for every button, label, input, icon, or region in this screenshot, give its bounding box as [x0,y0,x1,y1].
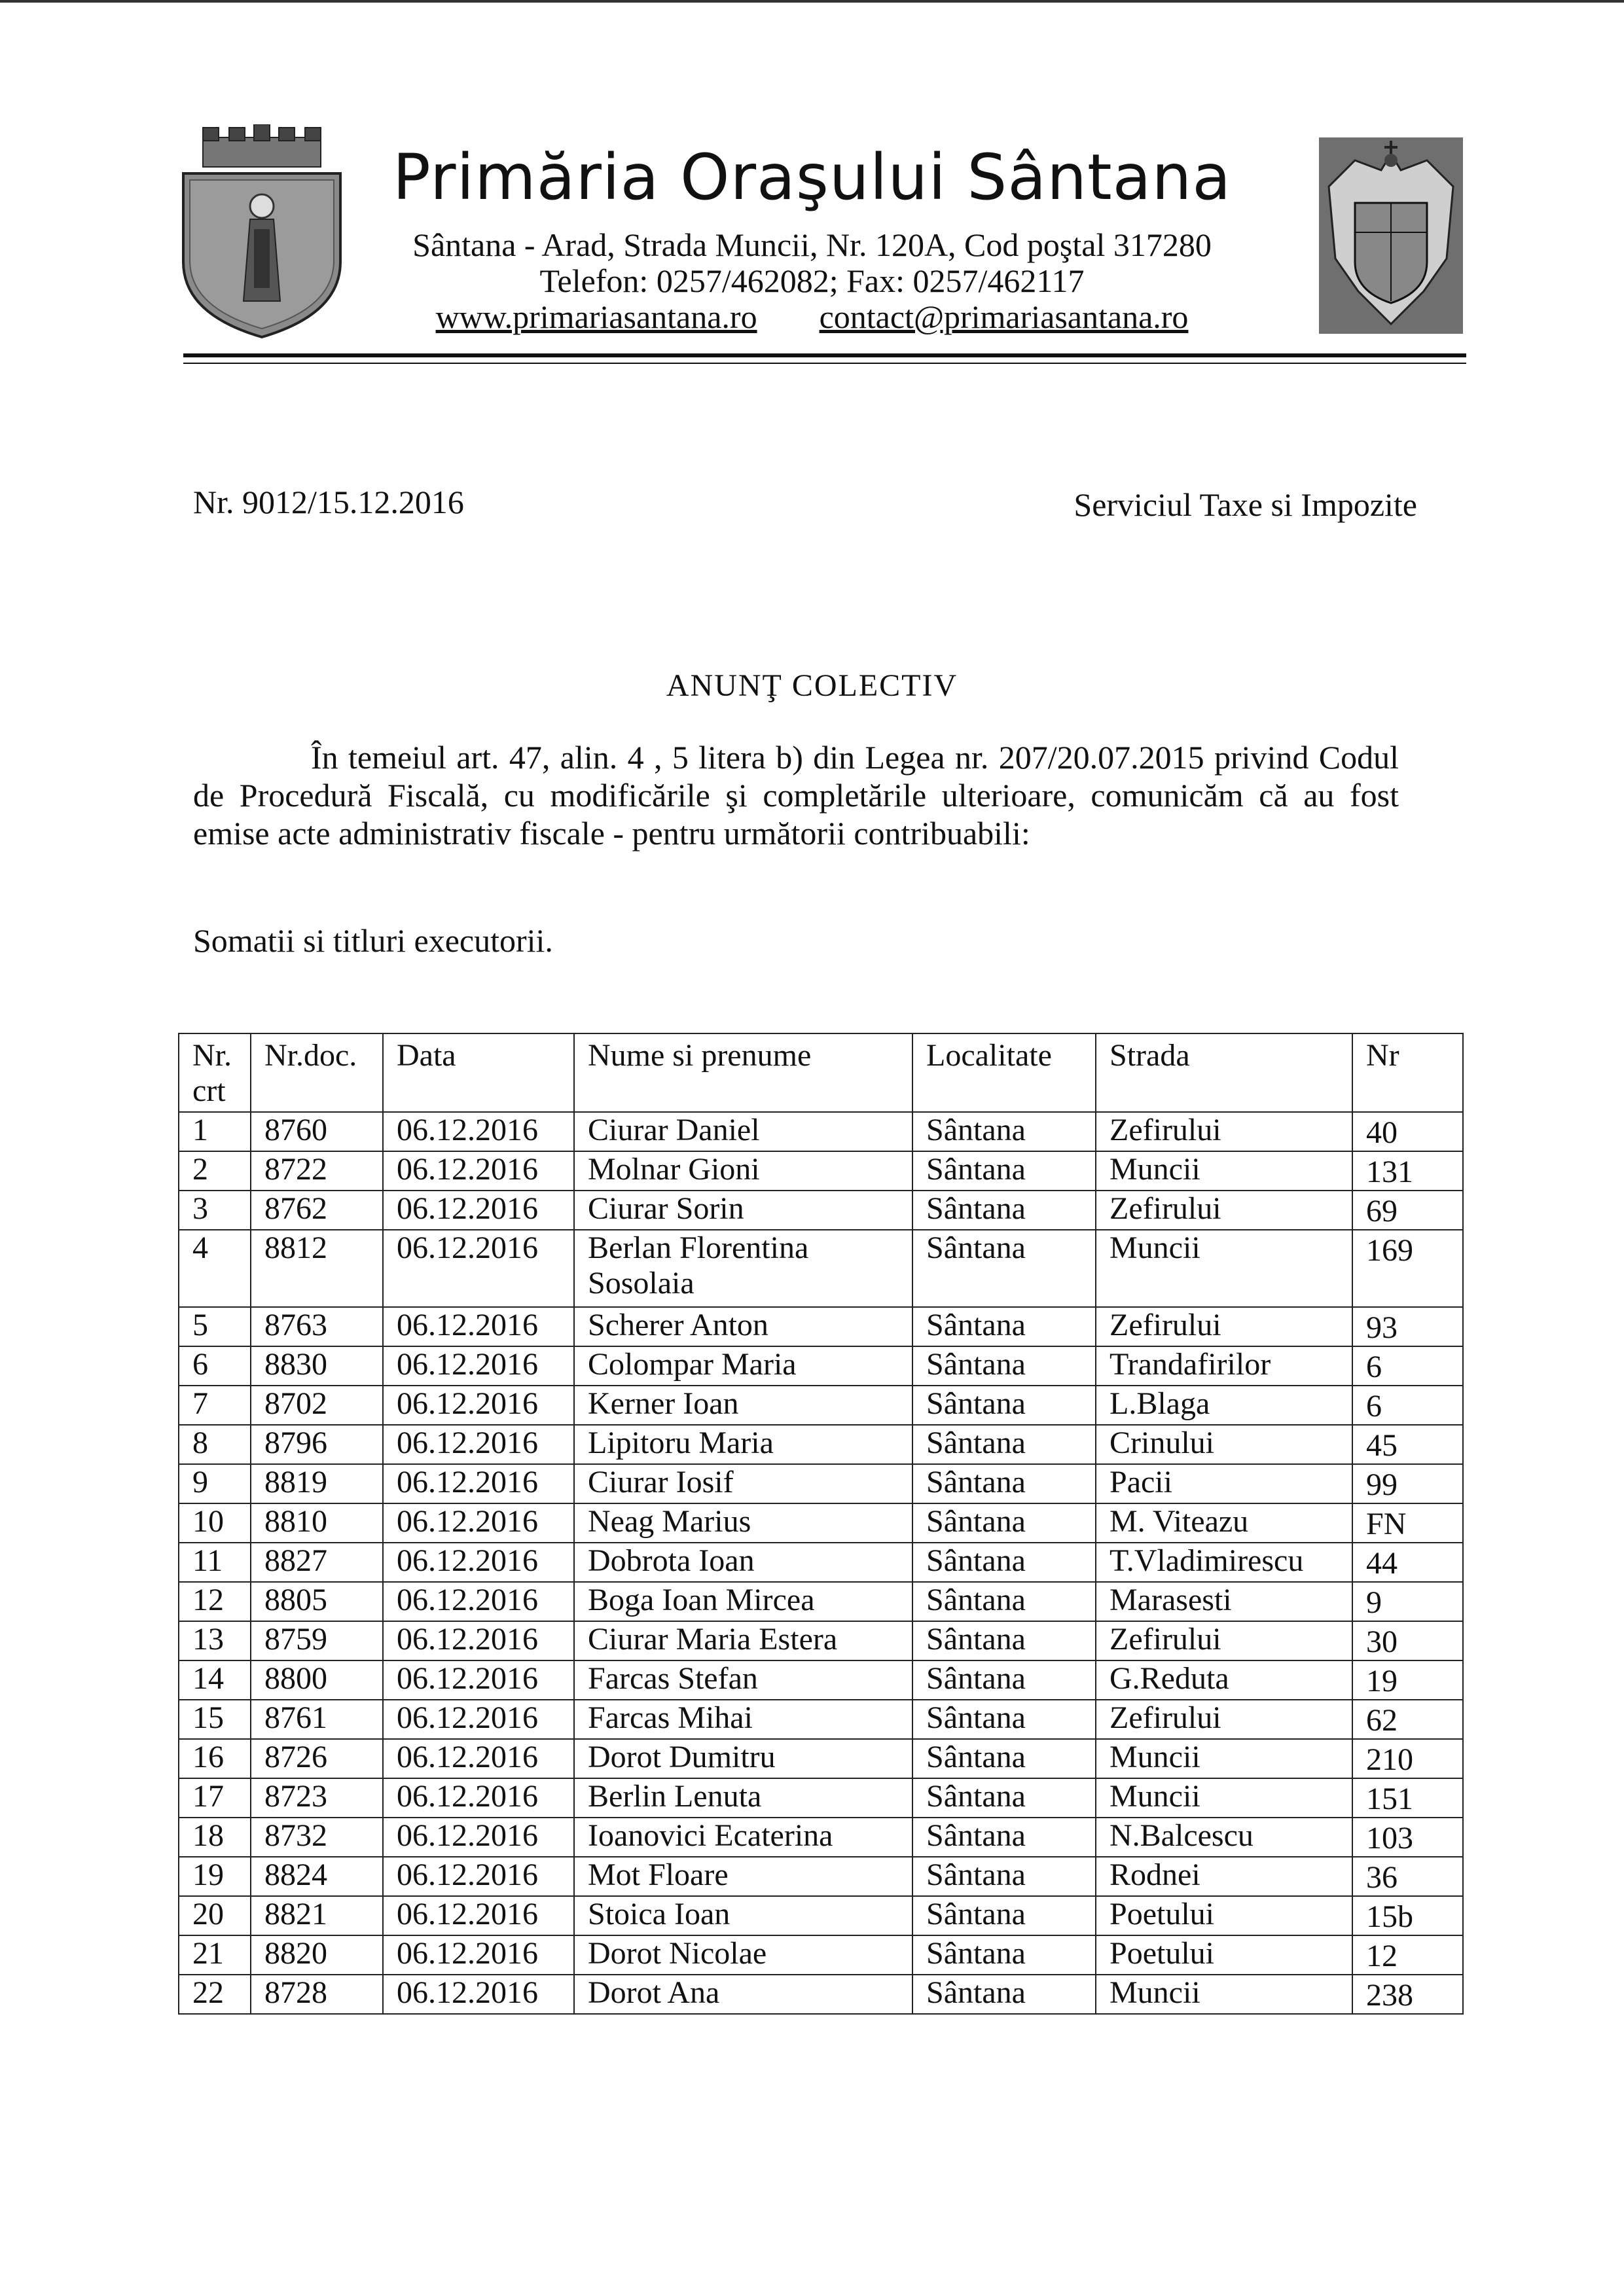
table-cell: 06.12.2016 [383,1582,574,1621]
table-cell: Mot Floare [574,1857,912,1896]
table-cell: Sântana [912,1543,1096,1582]
table-cell: 238 [1352,1975,1463,2014]
table-cell: 3 [179,1191,251,1230]
table-cell: 06.12.2016 [383,1112,574,1151]
table-row [179,1935,1463,1975]
table-cell: 5 [179,1307,251,1346]
announcement-text: În temeiul art. 47, alin. 4 , 5 litera b) din Legea nr. 207/20.07.2015 privind Codul de Procedură Fiscală, cu modificările şi completările ulterioare, comunicăm că au fost emise acte administrativ fiscale - pentru următorii contribuabili: [193,739,1399,852]
table-row [179,1818,1463,1857]
table-cell: Farcas Stefan [574,1660,912,1700]
table-cell: 8810 [251,1503,383,1543]
taxpayers-table-wrap [178,1033,1464,2015]
table-cell: Sântana [912,1346,1096,1386]
table-cell: 2 [179,1151,251,1191]
table-cell: Zefirului [1096,1191,1352,1230]
table-cell: Sântana [912,1464,1096,1503]
section-subheading: Somatii si titluri executorii. [193,922,553,959]
table-row [179,1346,1463,1386]
table-cell: 8728 [251,1975,383,2014]
table-cell: Muncii [1096,1151,1352,1191]
column-header: Nr.doc. [251,1033,383,1112]
header-web-contact [0,298,1624,336]
table-cell: Zefirului [1096,1621,1352,1660]
table-cell: 6 [1352,1346,1463,1386]
table-row [179,1857,1463,1896]
table-cell: Zefirului [1096,1112,1352,1151]
table-cell: 06.12.2016 [383,1386,574,1425]
table-cell: N.Balcescu [1096,1818,1352,1857]
table-cell: Molnar Gioni [574,1151,912,1191]
table-row [179,1700,1463,1739]
table-cell: Ciurar Iosif [574,1464,912,1503]
table-cell: 8824 [251,1857,383,1896]
table-cell: Sântana [912,1818,1096,1857]
column-header: Strada [1096,1033,1352,1112]
table-cell: Sântana [912,1700,1096,1739]
header-divider [183,353,1466,357]
table-cell: 103 [1352,1818,1463,1857]
table-cell: 10 [179,1503,251,1543]
table-row [179,1112,1463,1151]
column-header: Nume si prenume [574,1033,912,1112]
column-header: Localitate [912,1033,1096,1112]
table-cell: 8702 [251,1386,383,1425]
table-cell: 93 [1352,1307,1463,1346]
table-cell: 8762 [251,1191,383,1230]
table-row [179,1386,1463,1425]
table-row [179,1739,1463,1778]
table-cell: 17 [179,1778,251,1818]
table-cell: Neag Marius [574,1503,912,1543]
email-link[interactable]: contact@primariasantana.ro [819,298,1189,335]
table-cell: 30 [1352,1621,1463,1660]
table-cell: 45 [1352,1425,1463,1464]
taxpayers-table [178,1033,1464,2015]
table-row [179,1230,1463,1307]
table-cell: Dorot Dumitru [574,1739,912,1778]
table-cell: Colompar Maria [574,1346,912,1386]
table-cell: 44 [1352,1543,1463,1582]
table-cell: Sântana [912,1151,1096,1191]
table-cell: 15b [1352,1896,1463,1935]
table-cell: Zefirului [1096,1307,1352,1346]
table-cell: 20 [179,1896,251,1935]
table-row [179,1151,1463,1191]
table-cell: Sântana [912,1230,1096,1307]
table-cell: Sântana [912,1307,1096,1346]
table-cell: Sântana [912,1896,1096,1935]
table-cell: Scherer Anton [574,1307,912,1346]
table-cell: Dorot Nicolae [574,1935,912,1975]
table-cell: 06.12.2016 [383,1543,574,1582]
table-cell: 8722 [251,1151,383,1191]
table-cell: 06.12.2016 [383,1464,574,1503]
table-cell: Sântana [912,1621,1096,1660]
table-cell: Muncii [1096,1975,1352,2014]
website-link[interactable]: www.primariasantana.ro [435,298,757,335]
table-cell: Boga Ioan Mircea [574,1582,912,1621]
table-cell: 06.12.2016 [383,1151,574,1191]
table-cell: 8726 [251,1739,383,1778]
table-row [179,1503,1463,1543]
table-cell: 8796 [251,1425,383,1464]
table-cell: 8761 [251,1700,383,1739]
header-phone-fax: Telefon: 0257/462082; Fax: 0257/462117 [539,262,1085,299]
table-cell: 19 [1352,1660,1463,1700]
table-cell: 11 [179,1543,251,1582]
table-cell: 7 [179,1386,251,1425]
table-row [179,1660,1463,1700]
table-row [179,1307,1463,1346]
table-cell: 40 [1352,1112,1463,1151]
table-cell: 06.12.2016 [383,1739,574,1778]
document-number: Nr. 9012/15.12.2016 [193,484,464,520]
header-divider-thin [183,363,1466,364]
table-cell: 99 [1352,1464,1463,1503]
table-cell: 9 [179,1464,251,1503]
table-cell: Sântana [912,1112,1096,1151]
table-cell: Kerner Ioan [574,1386,912,1425]
table-cell: Ciurar Daniel [574,1112,912,1151]
table-cell: Pacii [1096,1464,1352,1503]
table-cell: 1 [179,1112,251,1151]
table-cell: Sântana [912,1425,1096,1464]
table-cell: Lipitoru Maria [574,1425,912,1464]
table-cell: 169 [1352,1230,1463,1307]
table-row [179,1896,1463,1935]
table-cell: Poetului [1096,1935,1352,1975]
table-cell: Marasesti [1096,1582,1352,1621]
table-cell: 06.12.2016 [383,1896,574,1935]
table-cell: L.Blaga [1096,1386,1352,1425]
table-cell: 06.12.2016 [383,1346,574,1386]
table-cell: 8819 [251,1464,383,1503]
table-cell: 8827 [251,1543,383,1582]
table-cell: 06.12.2016 [383,1230,574,1307]
table-cell: Ciurar Maria Estera [574,1621,912,1660]
table-cell: G.Reduta [1096,1660,1352,1700]
table-cell: Sântana [912,1857,1096,1896]
announcement-body [193,738,1399,852]
table-cell: 06.12.2016 [383,1660,574,1700]
table-cell: 06.12.2016 [383,1503,574,1543]
table-cell: 06.12.2016 [383,1818,574,1857]
table-cell: 06.12.2016 [383,1857,574,1896]
table-cell: 8732 [251,1818,383,1857]
table-body [179,1112,1463,2014]
table-cell: Rodnei [1096,1857,1352,1896]
table-cell: 16 [179,1739,251,1778]
table-cell: M. Viteazu [1096,1503,1352,1543]
table-cell: 8760 [251,1112,383,1151]
table-cell: FN [1352,1503,1463,1543]
table-row [179,1191,1463,1230]
table-cell: 6 [1352,1386,1463,1425]
table-cell: 14 [179,1660,251,1700]
table-cell: 8830 [251,1346,383,1386]
table-cell: Sântana [912,1191,1096,1230]
table-cell: Berlan Florentina Sosolaia [574,1230,912,1307]
table-cell: 8820 [251,1935,383,1975]
page-top-border [0,0,1624,3]
table-cell: Sântana [912,1975,1096,2014]
table-cell: 15 [179,1700,251,1739]
table-cell: Dobrota Ioan [574,1543,912,1582]
table-cell: 6 [179,1346,251,1386]
table-cell: T.Vladimirescu [1096,1543,1352,1582]
department-name: Serviciul Taxe si Impozite [1074,486,1417,523]
table-row [179,1582,1463,1621]
table-cell: 06.12.2016 [383,1975,574,2014]
table-cell: Sântana [912,1778,1096,1818]
table-cell: 06.12.2016 [383,1621,574,1660]
table-cell: 19 [179,1857,251,1896]
table-cell: Ciurar Sorin [574,1191,912,1230]
table-cell: Sântana [912,1935,1096,1975]
table-header-row [179,1033,1463,1112]
table-cell: Sântana [912,1386,1096,1425]
table-cell: Sântana [912,1660,1096,1700]
table-cell: 06.12.2016 [383,1191,574,1230]
table-row [179,1975,1463,2014]
table-cell: Sântana [912,1582,1096,1621]
table-cell: 22 [179,1975,251,2014]
table-cell: 06.12.2016 [383,1935,574,1975]
table-cell: Berlin Lenuta [574,1778,912,1818]
table-cell: 131 [1352,1151,1463,1191]
table-cell: Muncii [1096,1230,1352,1307]
table-cell: 06.12.2016 [383,1425,574,1464]
table-cell: Ioanovici Ecaterina [574,1818,912,1857]
table-cell: 8759 [251,1621,383,1660]
table-cell: 06.12.2016 [383,1700,574,1739]
table-cell: Crinului [1096,1425,1352,1464]
table-cell: 8805 [251,1582,383,1621]
city-hall-title: Primăria Oraşului Sântana [392,141,1232,214]
table-cell: 8812 [251,1230,383,1307]
table-row [179,1778,1463,1818]
table-cell: 21 [179,1935,251,1975]
table-cell: 62 [1352,1700,1463,1739]
header-address: Sântana - Arad, Strada Muncii, Nr. 120A, Cod poştal 317280 [412,226,1212,263]
table-cell: Farcas Mihai [574,1700,912,1739]
table-cell: 9 [1352,1582,1463,1621]
table-row [179,1621,1463,1660]
table-cell: Poetului [1096,1896,1352,1935]
table-cell: 8 [179,1425,251,1464]
table-cell: 69 [1352,1191,1463,1230]
table-cell: 06.12.2016 [383,1307,574,1346]
table-cell: 4 [179,1230,251,1307]
table-cell: 12 [179,1582,251,1621]
table-cell: Sântana [912,1739,1096,1778]
table-cell: 210 [1352,1739,1463,1778]
table-row [179,1464,1463,1503]
column-header: Data [383,1033,574,1112]
table-cell: Muncii [1096,1778,1352,1818]
table-cell: 8821 [251,1896,383,1935]
table-cell: 151 [1352,1778,1463,1818]
table-row [179,1543,1463,1582]
table-cell: 18 [179,1818,251,1857]
table-cell: Zefirului [1096,1700,1352,1739]
table-cell: 12 [1352,1935,1463,1975]
document-heading: ANUNŢ COLECTIV [666,668,958,703]
table-cell: 13 [179,1621,251,1660]
table-row [179,1425,1463,1464]
table-cell: Stoica Ioan [574,1896,912,1935]
table-cell: 36 [1352,1857,1463,1896]
table-cell: 8763 [251,1307,383,1346]
column-header: Nr. crt [179,1033,251,1112]
table-cell: Muncii [1096,1739,1352,1778]
table-cell: 06.12.2016 [383,1778,574,1818]
table-cell: Sântana [912,1503,1096,1543]
table-cell: 8723 [251,1778,383,1818]
column-header: Nr [1352,1033,1463,1112]
table-cell: Trandafirilor [1096,1346,1352,1386]
table-cell: 8800 [251,1660,383,1700]
table-cell: Dorot Ana [574,1975,912,2014]
